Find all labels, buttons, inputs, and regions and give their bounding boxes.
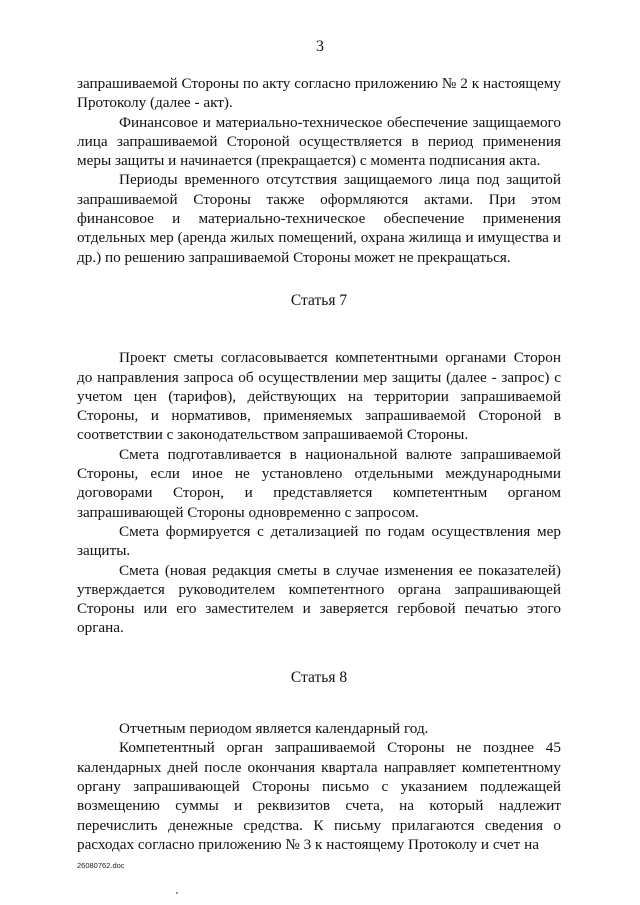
document-body xyxy=(77,74,561,854)
article-8-paragraph-1: Отчетным периодом является календарный год. xyxy=(119,720,429,738)
paragraph-continued: запрашиваемой Стороны по акту согласно приложению № 2 к настоящему Протоколу (далее - акт). xyxy=(77,75,561,112)
article-7-heading: Статья 7 xyxy=(290,291,348,309)
article-8-heading: Статья 8 xyxy=(290,668,348,686)
article-8-paragraph-2: Компетентный орган запрашиваемой Стороны не позднее 45 календарных дней после окончания квартала направляет компетентному органу запрашивающей Стороны письмо с указанием подлежащей возмещению суммы и реквизитов счета, на который надлежит перечислить денежные средства. К письму прилагаются сведения о расходах согласно приложению № 3 к настоящему Протоколу и счет на xyxy=(77,739,561,853)
paragraph-financial-support: Финансовое и материально-техническое обеспечение защищаемого лица запрашиваемой Стороной осуществляется в период применения меры защиты и начинается (прекращается) с момента подписания акта. xyxy=(77,113,561,170)
paragraph-temporary-absence: Периоды временного отсутствия защищаемого лица под защитой запрашиваемой Стороны также оформляются актами. При этом финансовое и материально-техническое обеспечение применения отдельных мер (аренда жилых помещений, охрана жилища и имущества и др.) по решению запрашиваемой Стороны может не прекращаться. xyxy=(77,171,561,266)
article-7-paragraph-3: Смета формируется с детализацией по годам осуществления мер защиты. xyxy=(77,522,561,560)
page-number: 3 xyxy=(316,38,324,55)
article-7-paragraph-2: Смета подготавливается в национальной валюте запрашиваемой Стороны, если иное не установлено отдельными международными договорами Сторон, и представляется компетентным органом запрашивающей Стороны одновременно с запросом. xyxy=(77,445,561,521)
article-7-paragraph-4: Смета (новая редакция сметы в случае изменения ее показателей) утверждается руководителем компетентного органа запрашивающей Стороны или его заместителем и заверяется гербовой печатью этого органа. xyxy=(77,561,561,637)
footer-filename: 26080762.doc xyxy=(77,861,125,870)
article-7-paragraph-1: Проект сметы согласовывается компетентными органами Сторон до направления запроса об осуществлении мер защиты (далее - запрос) с учетом цен (тарифов), действующих на территории запрашиваемой Стороны, и нормативов, применяемых запрашиваемой Стороной в соответствии с законодательством запрашиваемой Стороны. xyxy=(77,349,561,444)
scan-artifact-dot xyxy=(176,892,178,894)
